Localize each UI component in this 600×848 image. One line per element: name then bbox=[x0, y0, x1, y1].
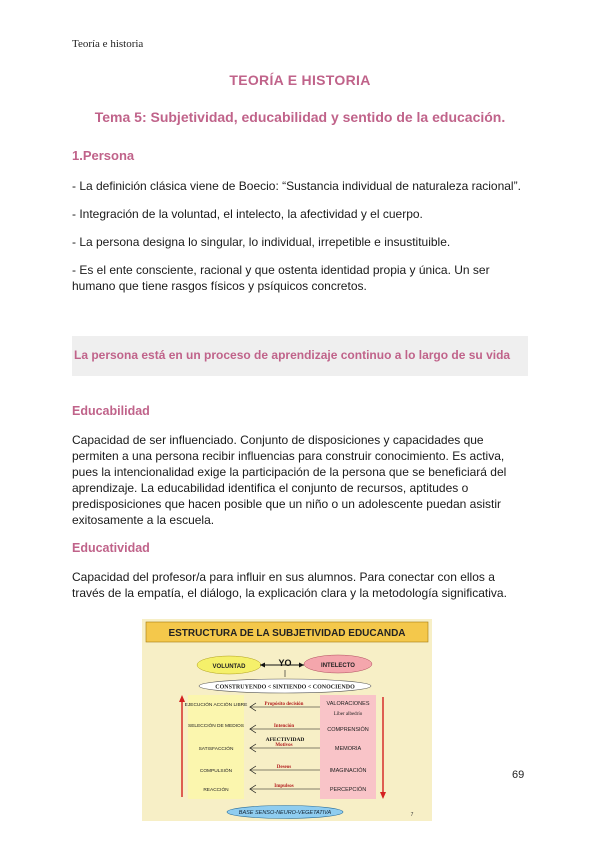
diagram-title: ESTRUCTURA DE LA SUBJETIVIDAD EDUCANDA bbox=[168, 628, 406, 639]
bullet-item: - Es el ente consciente, racional y que ostenta identidad propia y única. Un ser humano que tiene rasgos físicos y psíquicos concretos. bbox=[72, 263, 490, 293]
slide-number: 7 bbox=[410, 812, 414, 818]
topic-title: Tema 5: Subjetividad, educabilidad y sentido de la educación. bbox=[94, 109, 506, 125]
paragraph-educatividad: Capacidad del profesor/a para influir en sus alumnos. Para conectar con ellos a través de la empatía, el diálogo, la explicación clara y la metodología significativa. bbox=[72, 570, 507, 600]
heading-educatividad: Educatividad bbox=[72, 541, 150, 555]
bullet-item: - La definición clásica viene de Boecio: “Sustancia individual de naturaleza racional”. bbox=[72, 179, 521, 193]
left-item-2: SATISFACCIÓN bbox=[198, 747, 234, 752]
right-item-2: COMPRENSIÓN bbox=[327, 727, 369, 733]
paragraph-educabilidad: Capacidad de ser influenciado. Conjunto de disposiciones y capacidades que permiten a una persona recibir influencias para construir conocimiento. Es activa, pues la intencionalidad exige la participación de la persona que se beneficiará del aprendizaje. La educabilidad identifica el conjunto de recursos, aptitudes o predisposiciones que hacen posible que un niño o un adolescente puedan asistir exitosamente a la escuela. bbox=[72, 433, 507, 527]
callout-text: La persona está en un proceso de aprendizaje continuo a lo largo de su vida bbox=[74, 348, 511, 362]
center-item-1: Intención bbox=[273, 724, 295, 729]
center-item-0: Propósito decisión bbox=[264, 702, 304, 707]
construyendo-label: CONSTRUYENDO < SINTIENDO < CONOCIENDO bbox=[215, 684, 355, 691]
right-item-4: IMAGINACIÓN bbox=[329, 768, 367, 774]
center-item-5: Impulsos bbox=[274, 784, 294, 789]
right-item-1: Líber albedrío bbox=[333, 712, 363, 717]
left-item-4: REACCIÓN bbox=[203, 788, 229, 793]
left-item-1: SELECCIÓN DE MEDIOS bbox=[188, 724, 244, 729]
left-item-0: EJECUCIÓN ACCIÓN LIBRE bbox=[184, 703, 248, 708]
base-label: BASE SENSO-NEURO-VEGETATIVA bbox=[238, 810, 332, 816]
page-number: 69 bbox=[512, 769, 525, 781]
right-item-3: MEMORIA bbox=[334, 746, 362, 752]
heading-educabilidad: Educabilidad bbox=[72, 404, 150, 418]
yo-label: YO bbox=[278, 658, 292, 668]
right-item-5: PERCEPCIÓN bbox=[329, 787, 367, 793]
bullet-item: - Integración de la voluntad, el intelecto, la afectividad y el cuerpo. bbox=[72, 207, 423, 221]
section-heading-persona: 1.Persona bbox=[72, 148, 135, 163]
highlight-callout bbox=[72, 336, 528, 376]
running-header: Teoría e historia bbox=[72, 38, 144, 50]
right-item-0: VALORACIONES bbox=[326, 701, 370, 707]
diagram-frame bbox=[142, 619, 432, 821]
voluntad-label: VOLUNTAD bbox=[212, 664, 246, 670]
left-item-3: COMPULSIÓN bbox=[199, 769, 233, 774]
document-title: TEORÍA E HISTORIA bbox=[229, 72, 371, 88]
persona-bullet-list bbox=[72, 178, 522, 306]
bullet-item: - La persona designa lo singular, lo individual, irrepetible e insustituible. bbox=[72, 235, 451, 249]
subjectivity-diagram bbox=[142, 619, 432, 821]
center-item-4: Deseos bbox=[276, 765, 292, 770]
intelecto-label: INTELECTO bbox=[321, 663, 355, 669]
center-item-3: Motivos bbox=[275, 743, 293, 748]
center-item-2: AFECTIVIDAD bbox=[265, 737, 305, 743]
